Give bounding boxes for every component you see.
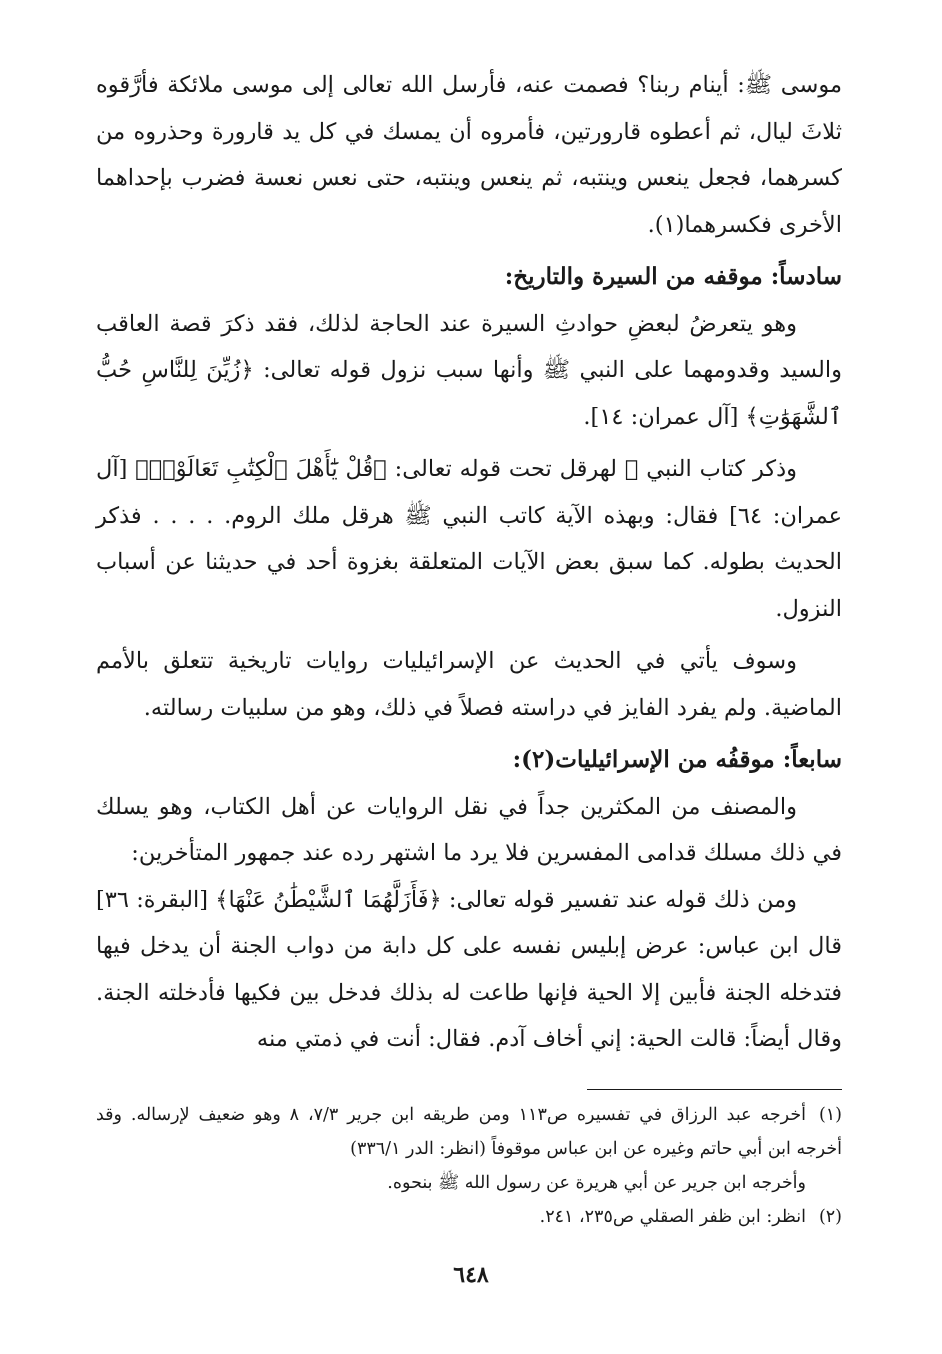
footnote-divider xyxy=(587,1089,842,1090)
footnote-text: انظر: ابن ظفر الصقلي ص٢٣٥، ٢٤١. xyxy=(539,1207,806,1227)
footnote xyxy=(96,1200,842,1234)
footnote-continuation: وأخرجه ابن جرير عن أبي هريرة عن رسول الله ﷺ بنحوه. xyxy=(387,1173,806,1193)
body-paragraph: ومن ذلك قوله عند تفسير قوله تعالى: ﴿فَأَزَلَّهُمَا ٱلشَّيْطَٰنُ عَنْهَا﴾ [البقرة: ٣٦] قال ابن عباس: عرض إبليس نفسه على كل دابة من دواب الجنة أن يدخل فيها فتدخله الجنة فأبين إلا الحية فإنها طاعت له بذلك فدخل بين فكيها فأدخلته الجنة. وقال أيضاً: قالت الحية: إني أخاف آدم. فقال: أنت في ذمتي منه xyxy=(96,886,842,1052)
body-paragraph: وهو يتعرضُ لبعضِ حوادثِ السيرة عند الحاجة لذلك، فقد ذكرَ قصة العاقب والسيد وقدومهما على النبي ﷺ وأنها سبب نزول قوله تعالى: ﴿زُيِّنَ لِلنَّاسِ حُبُّ ٱلشَّهَوَٰتِ﴾ [آل عمران: ١٤]. xyxy=(96,310,842,430)
body-paragraph: وذكر كتاب النبي ﷺ لهرقل تحت قوله تعالى: ﴿قُلْ يَٰٓأَهْلَ ٱلْكِتَٰبِ تَعَالَوْا۟﴾ [آل عمران: ٦٤] فقال: وبهذه الآية كاتب النبي ﷺ هرقل ملك الروم. . . . . فذكر الحديث بطوله. كما سبق بعض الآيات المتعلقة بغزوة أحد في حديثنا عن أسباب النزول. xyxy=(96,456,843,622)
footnotes xyxy=(96,1098,842,1234)
page-number: ٦٤٨ xyxy=(453,1262,489,1288)
footnote-number: (١) xyxy=(818,1105,842,1125)
section-heading: سابعاً: موقفُه من الإسرائيليات(٢): xyxy=(512,746,842,773)
body-paragraph: موسى ﷺ: أينام ربنا؟ فصمت عنه، فأرسل الله تعالى إلى موسى ملائكة فأرَّقوه ثلاثَ ليال، ثم أعطوه قارورتين، فأمروه أن يمسك في كل يد قارورة وحذروه من كسرهما، فجعل ينعس وينتبه، ثم ينعس وينتبه، حتى نعس نعسة فضرب بإحداهما الأخرى فكسرهما(١). xyxy=(96,72,842,238)
footnote-text: أخرجه عبد الرزاق في تفسيره ص١١٣ ومن طريقه ابن جرير ٧/٣، ٨ وهو ضعيف لإرساله. وقد أخرجه ابن أبي حاتم وغيره عن ابن عباس موقوفاً (انظر: الدر ٣٣٦/١) xyxy=(96,1105,842,1159)
body-paragraph: وسوف يأتي في الحديث عن الإسرائيليات روايات تاريخية تتعلق بالأمم الماضية. ولم يفرد الفايز في دراسته فصلاً في ذلك، وهو من سلبيات رسالته. xyxy=(96,648,842,721)
footnote xyxy=(96,1098,842,1166)
body-paragraph: والمصنف من المكثرين جداً في نقل الروايات عن أهل الكتاب، وهو يسلك في ذلك مسلك قدامى المفسرين فلا يرد ما اشتهر رده عند جمهور المتأخرين: xyxy=(96,793,842,866)
footnote-number: (٢) xyxy=(818,1207,842,1227)
section-heading: سادساً: موقفه من السيرة والتاريخ: xyxy=(504,263,842,290)
